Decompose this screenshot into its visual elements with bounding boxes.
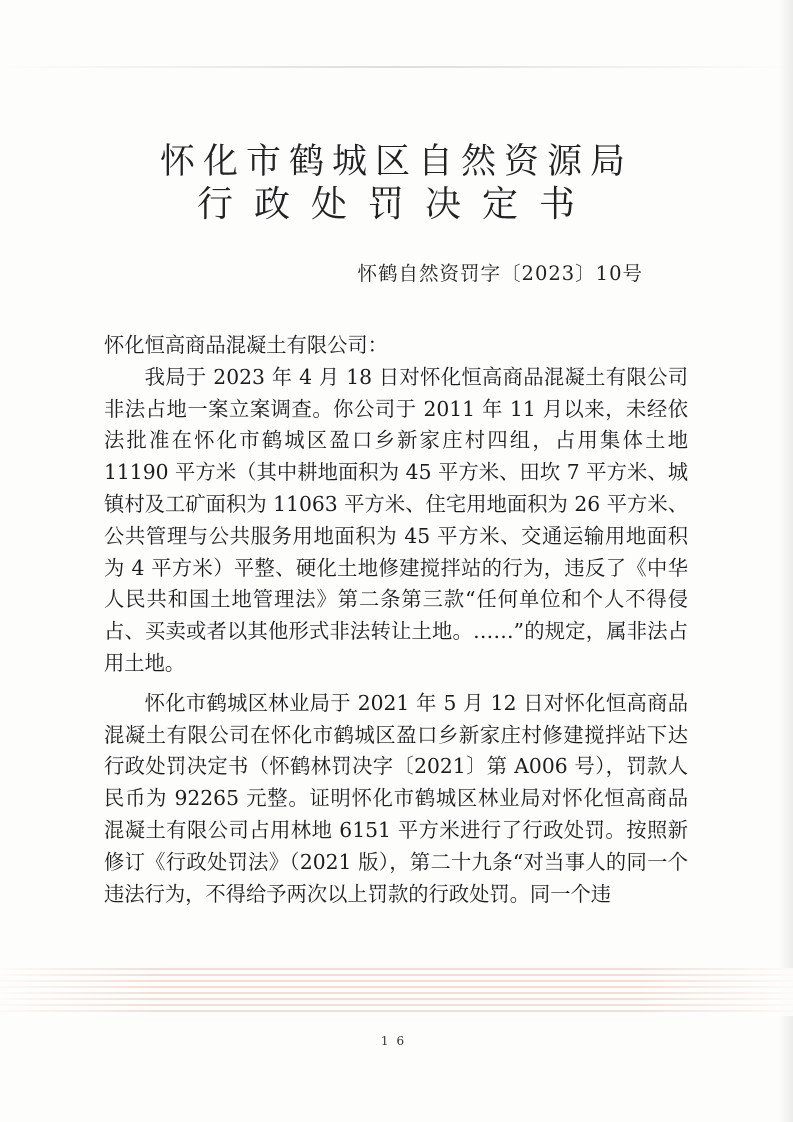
paragraph-prior-penalty: 怀化市鹤城区林业局于 2021 年 5 月 12 日对怀化恒高商品混凝土有限公司在怀化市鹤城区盈口乡新家庄村修建搅拌站下达行政处罚决定书（怀鹤林罚决字〔2021〕第 A006 号），罚款人民币为 92265 元整。证明怀化市鹤城区林业局对怀化恒高商品混凝土有限公司占用林地 6151 平方米进行了行政处罚。按照新修订《行政处罚法》（2021 版），第二十九条“对当事人的同一个违法行为，不得给予两次以上罚款的行政处罚。同一个违 (104, 690, 688, 906)
paragraph-case-facts: 我局于 2023 年 4 月 18 日对怀化恒高商品混凝土有限公司非法占地一案立案调查。你公司于 2011 年 11 月以来，未经依法批准在怀化市鹤城区盈口乡新家庄村四组，占用集体土地 11190 平方米（其中耕地面积为 45 平方米、田坎 7 平方米、城镇村及工矿面积为 11063 平方米、住宅用地面积为 26 平方米、公共管理与公共服务用地面积为 45 平方米、交通运输用地面积为 4 平方米）平整、硬化土地修建搅拌站的行为，违反了《中华人民共和国土地管理法》第二条第三款“任何单位和个人不得侵占、买卖或者以其他形式非法转让土地。……”的规定，属非法占用土地。 (104, 364, 688, 675)
document-type-title: 行政处罚决定书 (196, 184, 596, 225)
agency-title: 怀化市鹤城区自然资源局 (159, 142, 633, 182)
document-number: 怀鹤自然资罚字〔2023〕10号 (357, 262, 643, 285)
scan-artifact-top (0, 66, 793, 68)
document-body (104, 330, 688, 910)
footer-band-fade (0, 968, 793, 1016)
salutation: 怀化恒高商品混凝土有限公司： (104, 333, 388, 357)
page-number: 16 (380, 1034, 413, 1048)
